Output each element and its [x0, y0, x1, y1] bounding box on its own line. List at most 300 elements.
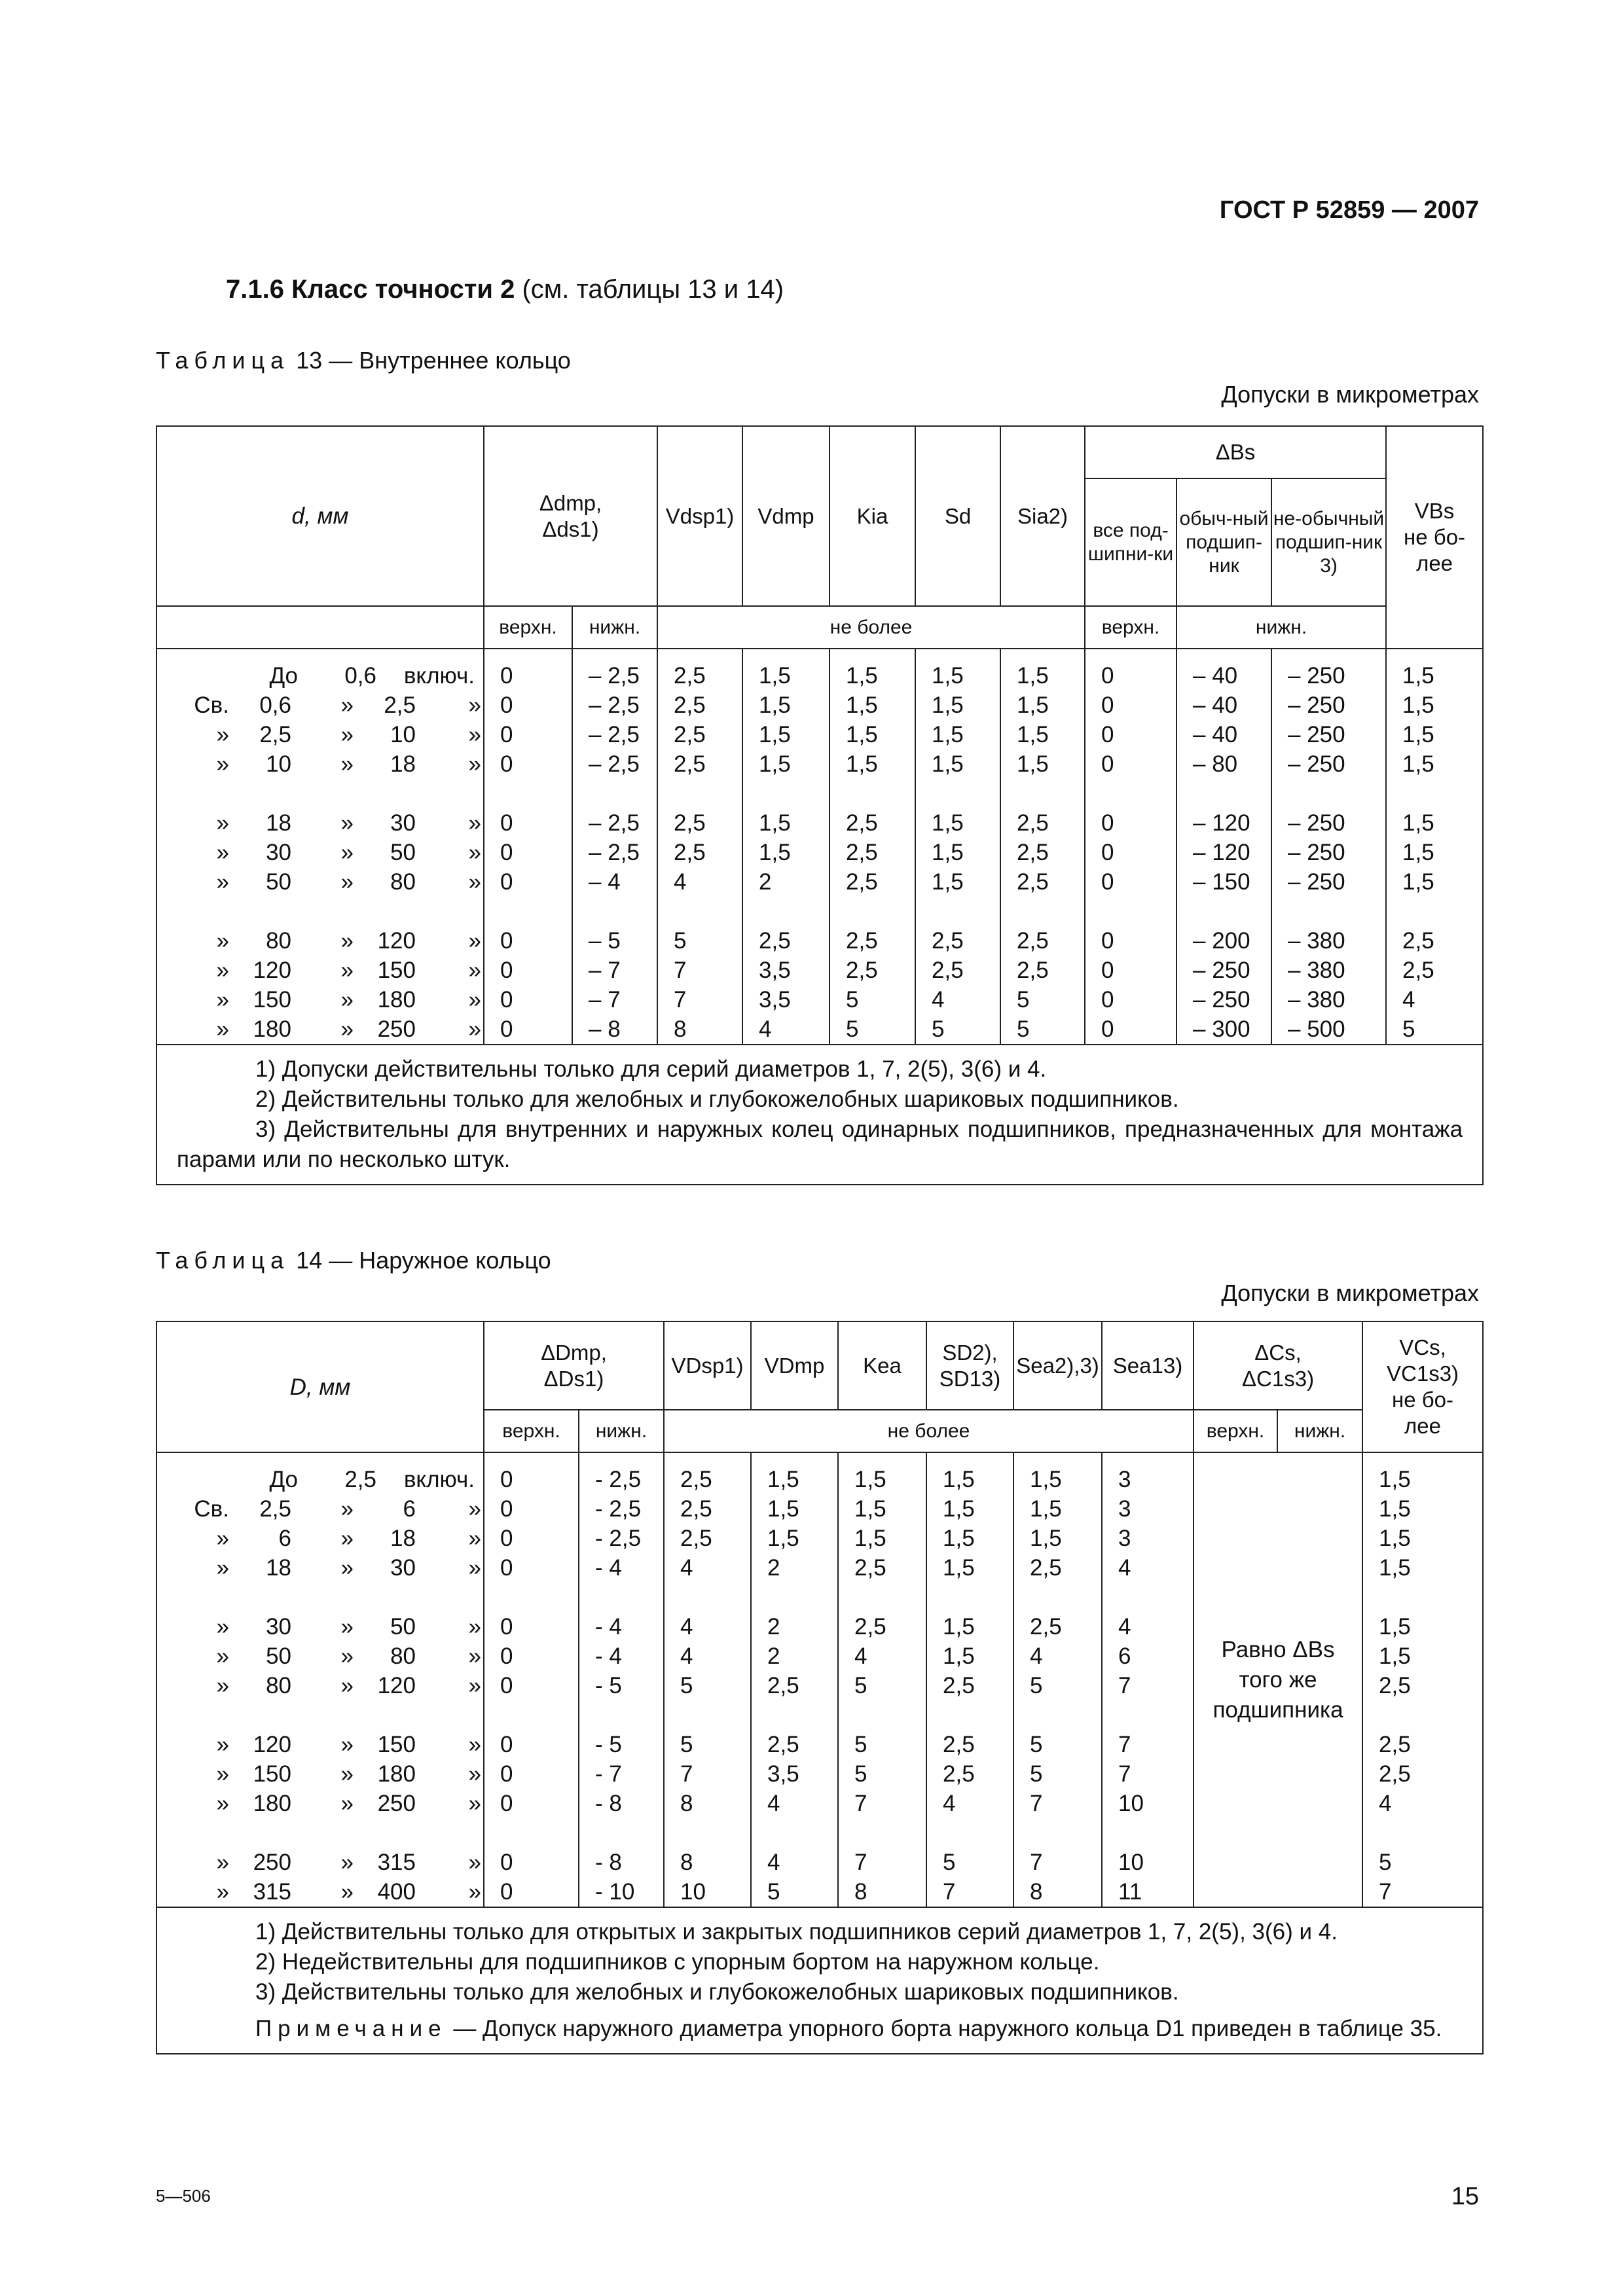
table13-range-part: 10: [266, 751, 291, 777]
table13-cell: 0: [500, 810, 513, 836]
table13-cell: 2,5: [674, 751, 706, 777]
table13-range-part: 2,5: [384, 692, 416, 718]
t14-note-text: — Допуск наружного диаметра упорного борта наружного кольца D1 приведен в таблице 35.: [447, 2016, 1442, 2041]
table13-cell: 2,5: [846, 810, 878, 836]
t14-h-upper: верхн.: [484, 1410, 579, 1452]
table13-cell: 1,5: [932, 810, 964, 836]
table13-range-part: »: [216, 722, 229, 747]
table13-range: [157, 867, 483, 897]
table13-cell: 2,5: [932, 958, 964, 983]
table14-range-part: »: [340, 1879, 354, 1905]
table14-range-part: 50: [390, 1614, 416, 1640]
table14-col-0: [484, 1452, 579, 1907]
table14-range-part: »: [340, 1496, 354, 1522]
t13-footnotes: [156, 1045, 1483, 1185]
table13-col-1: [572, 649, 657, 1045]
table14-cell: 1,5: [943, 1643, 975, 1669]
table13-range-part: »: [468, 751, 481, 777]
table13-cell: 1,5: [846, 663, 878, 689]
table13-gap: [484, 779, 572, 808]
table14-gap: [579, 1818, 663, 1848]
table14-range-part: »: [468, 1526, 481, 1551]
table13-cell: – 380: [1288, 958, 1345, 983]
table14-cell: 4: [1379, 1791, 1392, 1816]
table14-cell: 5: [854, 1761, 867, 1787]
table14-range-part: 400: [377, 1879, 416, 1905]
table13-cell: 2,5: [846, 869, 878, 895]
table13-cell: 2,5: [674, 692, 706, 718]
table13-caption-rest: 13 — Внутреннее кольцо: [289, 347, 571, 374]
table14-range-part: »: [216, 1643, 229, 1669]
table13-col-4: [830, 649, 915, 1045]
table13-col-6: [1000, 649, 1085, 1045]
t14-h-sea: Sea2),3): [1013, 1321, 1102, 1410]
table14-cell: 1,5: [854, 1526, 886, 1551]
t14-h-vdsp: VDsp1): [664, 1321, 751, 1410]
table13-cell: 1,5: [1017, 722, 1049, 747]
table13-cell: 1,5: [759, 722, 791, 747]
table13-cell: 1,5: [1017, 751, 1049, 777]
table14-cell: - 5: [595, 1673, 622, 1698]
table13-cell: 0: [1101, 663, 1114, 689]
table14-cell: 5: [1030, 1761, 1043, 1787]
table14-range-part: 6: [403, 1496, 416, 1522]
table14-cell: 7: [1118, 1732, 1131, 1757]
table13-range-part: 150: [253, 987, 291, 1013]
t13-h-notmore: не более: [657, 606, 1085, 649]
table14-cell: - 2,5: [595, 1526, 642, 1551]
table14-cell: 2: [767, 1614, 780, 1640]
table14-cell: 5: [767, 1879, 780, 1905]
table13-range: [157, 956, 483, 985]
table14-cell: 1,5: [1379, 1643, 1411, 1669]
table13-range: [157, 985, 483, 1014]
table14-merged-line: Равно ΔBs: [1221, 1636, 1335, 1662]
table14-range-part: »: [216, 1555, 229, 1581]
table13-cell: 1,5: [1017, 692, 1049, 718]
table14-cell: 7: [1030, 1791, 1043, 1816]
table13-cell: 2,5: [1402, 958, 1434, 983]
table14-range-part: »: [468, 1791, 481, 1816]
table14-range-part: »: [216, 1614, 229, 1640]
table13-range-part: »: [216, 840, 229, 865]
t14-h-notmore: не более: [664, 1410, 1194, 1452]
table13-range: [157, 720, 483, 749]
table13-cell: – 120: [1193, 810, 1250, 836]
table13-cell: 7: [674, 958, 687, 983]
table13-cell: – 200: [1193, 928, 1250, 954]
table13-cell: – 4: [589, 869, 621, 895]
table13-cell: 1,5: [932, 722, 964, 747]
table14-cell: 4: [1118, 1614, 1131, 1640]
table14-cell: 0: [500, 1761, 513, 1787]
table13-range: [157, 1014, 483, 1044]
table13-cell: 0: [1101, 751, 1114, 777]
table13-cell: 2,5: [846, 928, 878, 954]
table14-cell: 2,5: [767, 1673, 799, 1698]
table13-cell: 0: [500, 663, 513, 689]
table13-cell: – 250: [1288, 840, 1345, 865]
table14-cell: 2,5: [943, 1732, 975, 1757]
table13-range-part: »: [468, 810, 481, 836]
table14-range: [157, 1553, 483, 1583]
table13-cell: 2,5: [932, 928, 964, 954]
table14-cell: 4: [767, 1850, 780, 1875]
table13-gap: [573, 897, 657, 926]
table13-cell: 0: [1101, 928, 1114, 954]
table13-range-part: »: [468, 1016, 481, 1042]
table13-cell: 0: [500, 1016, 513, 1042]
table13-caption: [156, 347, 571, 374]
table13-cell: 0: [1101, 692, 1114, 718]
table14-cell: - 4: [595, 1643, 622, 1669]
table13-cell: 3,5: [759, 987, 791, 1013]
table13-cell: – 250: [1288, 751, 1345, 777]
table13-range-part: »: [216, 810, 229, 836]
table14-gap: [665, 1700, 750, 1730]
table14-range-part: »: [216, 1761, 229, 1787]
table13-cell: 0: [1101, 1016, 1114, 1042]
table13-cell: 5: [1017, 987, 1030, 1013]
table14-caption-label: Таблица: [156, 1247, 290, 1274]
table14-cell: 4: [1118, 1555, 1131, 1581]
table13-cell: 5: [846, 1016, 859, 1042]
table13-gap: [916, 779, 1000, 808]
table13-cell: 1,5: [1017, 663, 1049, 689]
table13-cell: 1,5: [759, 810, 791, 836]
table14-cell: 0: [500, 1496, 513, 1522]
table14-cell: 0: [500, 1732, 513, 1757]
table14: [156, 1321, 1484, 2054]
table14-range: [157, 1848, 483, 1877]
table14-gap: [157, 1700, 483, 1730]
t13-h-dmp: Δdmp, Δds1): [484, 426, 657, 606]
table14-range: [157, 1494, 483, 1524]
table13-range-part: »: [216, 987, 229, 1013]
table14-range-part: 250: [253, 1850, 291, 1875]
table14-cell: 7: [854, 1791, 867, 1816]
table13-col-3: [742, 649, 830, 1045]
table13-range-part: 50: [266, 869, 291, 895]
table14-cell: 10: [1118, 1791, 1144, 1816]
table13-cell: – 300: [1193, 1016, 1250, 1042]
table14-gap: [484, 1583, 578, 1612]
table13: [156, 425, 1484, 1185]
table14-cell: 0: [500, 1673, 513, 1698]
table13-cell: 1,5: [1402, 840, 1434, 865]
table14-range: [157, 1641, 483, 1671]
t13-h-vdmp: Vdmp: [742, 426, 830, 606]
table13-cell: 0: [500, 869, 513, 895]
table14-gap: [1014, 1583, 1101, 1612]
table13-range-part: »: [216, 869, 229, 895]
table14-cell: 1,5: [767, 1526, 799, 1551]
table13-cell: 1,5: [846, 692, 878, 718]
table13-gap: [1085, 897, 1176, 926]
table14-cell: 1,5: [767, 1496, 799, 1522]
table14-cell: 11: [1118, 1879, 1142, 1905]
table14-range-part: 80: [390, 1643, 416, 1669]
table14-cell: 0: [500, 1526, 513, 1551]
table14-range-part: 180: [253, 1791, 291, 1816]
table13-range-part: »: [340, 1016, 354, 1042]
table13-cell: 4: [932, 987, 945, 1013]
table14-range-part: »: [216, 1850, 229, 1875]
table13-cell: – 2,5: [589, 692, 640, 718]
table14-gap: [1014, 1700, 1101, 1730]
table14-range-part: »: [340, 1526, 354, 1551]
table14-range-part: 50: [266, 1643, 291, 1669]
table13-range-part: »: [340, 692, 354, 718]
table14-cell: 6: [1118, 1643, 1131, 1669]
table13-cell: 0: [1101, 810, 1114, 836]
t14-note-label: Примечание: [255, 2016, 447, 2041]
table13-cell: 0: [500, 692, 513, 718]
table14-col-d: [156, 1452, 484, 1907]
table14-range-part: »: [216, 1791, 229, 1816]
table14-cell: 0: [500, 1467, 513, 1492]
table13-cell: 0: [1101, 722, 1114, 747]
table13-cell: – 150: [1193, 869, 1250, 895]
table13-cell: 2,5: [1017, 840, 1049, 865]
table14-gap: [1363, 1700, 1482, 1730]
table13-cell: 4: [674, 869, 687, 895]
table14-gap: [839, 1818, 926, 1848]
t14-h-d: D, мм: [156, 1321, 484, 1452]
table14-range-part: »: [216, 1526, 229, 1551]
t14-h-lower2: нижн.: [1277, 1410, 1362, 1452]
t14-h-dmp: ΔDmp, ΔDs1): [484, 1321, 664, 1410]
table14-cell: - 7: [595, 1761, 622, 1787]
table13-range-part: 30: [266, 840, 291, 865]
table13-range-part: 0,6: [259, 692, 291, 718]
table14-cell: 3,5: [767, 1761, 799, 1787]
table14-cell: 2,5: [943, 1761, 975, 1787]
table13-cell: 1,5: [759, 751, 791, 777]
table13-cell: – 2,5: [589, 751, 640, 777]
table13-range-part: 80: [266, 928, 291, 954]
table13-cell: 1,5: [1402, 722, 1434, 747]
table13-cell: 1,5: [932, 663, 964, 689]
table14-gap: [1103, 1818, 1193, 1848]
table14-cell: 2,5: [854, 1614, 886, 1640]
table13-range-part: »: [340, 987, 354, 1013]
table13-cell: 2,5: [1017, 958, 1049, 983]
table14-gap: [484, 1700, 578, 1730]
table13-col-2: [657, 649, 742, 1045]
table13-cell: – 7: [589, 987, 621, 1013]
table13-cell: 1,5: [932, 692, 964, 718]
table13-gap: [916, 897, 1000, 926]
table14-cell: 1,5: [1379, 1555, 1411, 1581]
table13-range-part: 50: [390, 840, 416, 865]
table14-cell: 0: [500, 1614, 513, 1640]
table13-range-part: 10: [390, 722, 416, 747]
table13-range-part: 180: [377, 987, 416, 1013]
table14-range-value: 2,5: [344, 1467, 376, 1492]
table13-col-5: [915, 649, 1000, 1045]
table13-cell: 0: [500, 722, 513, 747]
table14-cell: 1,5: [854, 1467, 886, 1492]
table13-gap: [743, 779, 829, 808]
table14-col-5: [926, 1452, 1013, 1907]
table14-gap: [839, 1700, 926, 1730]
table14-cell: 1,5: [1379, 1614, 1411, 1640]
table13-range-part: »: [468, 928, 481, 954]
table14-range-part: »: [468, 1643, 481, 1669]
table13-cell: – 2,5: [589, 663, 640, 689]
table13-col-0: [484, 649, 572, 1045]
table13-cell: – 250: [1288, 810, 1345, 836]
table13-cell: 1,5: [1402, 663, 1434, 689]
table14-gap: [665, 1818, 750, 1848]
section-ref: (см. таблицы 13 и 14): [515, 275, 784, 304]
table14-cell: 1,5: [854, 1496, 886, 1522]
table14-gap: [927, 1818, 1013, 1848]
table14-cell: 4: [767, 1791, 780, 1816]
table13-cell: – 250: [1288, 722, 1345, 747]
table13-cell: 1,5: [846, 722, 878, 747]
table14-range-part: 6: [278, 1526, 291, 1551]
table14-cell: 7: [1118, 1673, 1131, 1698]
table13-cell: 2,5: [674, 663, 706, 689]
table13-gap: [1001, 897, 1084, 926]
table13-gap: [1001, 779, 1084, 808]
table13-range-part: »: [340, 751, 354, 777]
table13-cell: – 5: [589, 928, 621, 954]
table14-cell: 0: [500, 1555, 513, 1581]
table13-cell: 2,5: [674, 810, 706, 836]
table13-cell: 7: [674, 987, 687, 1013]
table14-cell: 5: [1030, 1673, 1043, 1698]
table14-cell: 1,5: [943, 1555, 975, 1581]
table13-cell: – 7: [589, 958, 621, 983]
table14-cell: 3: [1118, 1467, 1131, 1492]
table13-range-part: 2,5: [259, 722, 291, 747]
t13-h-lower2: нижн.: [1176, 606, 1386, 649]
table13-cell: 2,5: [674, 840, 706, 865]
table14-cell: 2,5: [680, 1496, 712, 1522]
table14-caption: [156, 1247, 551, 1274]
table14-gap: [1103, 1583, 1193, 1612]
table13-cell: 1,5: [932, 840, 964, 865]
section-heading: [226, 275, 784, 304]
table14-gap: [579, 1700, 663, 1730]
table14-cell: 5: [680, 1732, 693, 1757]
table14-cell: 2,5: [1379, 1761, 1411, 1787]
table14-range-part: 315: [253, 1879, 291, 1905]
table13-cell: 1,5: [846, 751, 878, 777]
table14-cell: 2: [767, 1643, 780, 1669]
table13-range-part: »: [340, 958, 354, 983]
t13-footnote-1: 1) Допуски действительны только для серий диаметров 1, 7, 2(5), 3(6) и 4.: [255, 1056, 1047, 1082]
table14-cell: 7: [1030, 1850, 1043, 1875]
table14-range: [157, 1671, 483, 1700]
table14-cell: 1,5: [1379, 1467, 1411, 1492]
table14-range: [157, 1789, 483, 1818]
table13-range: [157, 808, 483, 838]
table13-cell: 3,5: [759, 958, 791, 983]
table14-merged-cell: [1194, 1452, 1362, 1907]
table14-cell: 7: [680, 1761, 693, 1787]
t14-h-sea1: Sea13): [1102, 1321, 1194, 1410]
table14-range-part: »: [340, 1643, 354, 1669]
table13-range: [157, 926, 483, 956]
table13-range-part: »: [340, 840, 354, 865]
table13-gap: [658, 779, 742, 808]
table13-gap: [743, 897, 829, 926]
t14-h-upper2: верхн.: [1194, 1410, 1277, 1452]
t13-h-deltabs: ΔBs: [1085, 426, 1386, 478]
t13-h-unusual: не-обычный подшип-ник 3): [1271, 478, 1386, 606]
table14-gap: [927, 1700, 1013, 1730]
table14-cell: 1,5: [1379, 1526, 1411, 1551]
table13-cell: – 250: [1288, 663, 1345, 689]
table13-cell: 8: [674, 1016, 687, 1042]
table13-cell: 1,5: [932, 751, 964, 777]
table13-cell: 4: [1402, 987, 1415, 1013]
table14-cell: 1,5: [943, 1614, 975, 1640]
table13-range-part: »: [216, 1016, 229, 1042]
table13-cell: – 380: [1288, 928, 1345, 954]
t13-h-upper2: верхн.: [1085, 606, 1176, 649]
table14-range-part: »: [468, 1879, 481, 1905]
table14-cell: 3: [1118, 1526, 1131, 1551]
table13-cell: 0: [500, 751, 513, 777]
table13-cell: 5: [846, 987, 859, 1013]
table14-gap: [484, 1818, 578, 1848]
table14-cell: 2,5: [1030, 1555, 1062, 1581]
table14-cell: 8: [854, 1879, 867, 1905]
table13-range-part: 18: [266, 810, 291, 836]
table13-col-8: [1176, 649, 1271, 1045]
table13-cell: 1,5: [759, 692, 791, 718]
table13-range-part: »: [216, 928, 229, 954]
table14-gap: [157, 1818, 483, 1848]
table14-cell: 8: [1030, 1879, 1043, 1905]
table14-range-part: 250: [377, 1791, 416, 1816]
table13-range-part: Св.: [194, 692, 229, 718]
table14-cell: 3: [1118, 1496, 1131, 1522]
table13-range-part: 180: [253, 1016, 291, 1042]
table14-cell: 2,5: [680, 1467, 712, 1492]
table13-cell: 2,5: [1402, 928, 1434, 954]
table13-range-part: 80: [390, 869, 416, 895]
table14-cell: 0: [500, 1791, 513, 1816]
t13-h-d-blank: [156, 606, 484, 649]
table13-col-10: [1386, 649, 1483, 1045]
table14-range-part: 30: [390, 1555, 416, 1581]
table13-cell: 1,5: [759, 840, 791, 865]
table14-cell: 7: [1118, 1761, 1131, 1787]
table14-gap: [752, 1818, 837, 1848]
table14-col-2: [664, 1452, 751, 1907]
table14-cell: 0: [500, 1850, 513, 1875]
table13-gap: [157, 779, 483, 808]
table14-cell: 1,5: [1030, 1496, 1062, 1522]
table13-cell: 2,5: [846, 958, 878, 983]
table14-cell: - 4: [595, 1555, 622, 1581]
table14-range-part: »: [340, 1732, 354, 1757]
table14-cell: 2,5: [854, 1555, 886, 1581]
table14-cell: - 5: [595, 1732, 622, 1757]
document-code: ГОСТ Р 52859 — 2007: [1219, 196, 1479, 224]
table13-gap: [1272, 897, 1385, 926]
table14-cell: 10: [1118, 1850, 1144, 1875]
table13-cell: 2,5: [759, 928, 791, 954]
table14-cell: 4: [680, 1643, 693, 1669]
table13-range-part: »: [468, 722, 481, 747]
